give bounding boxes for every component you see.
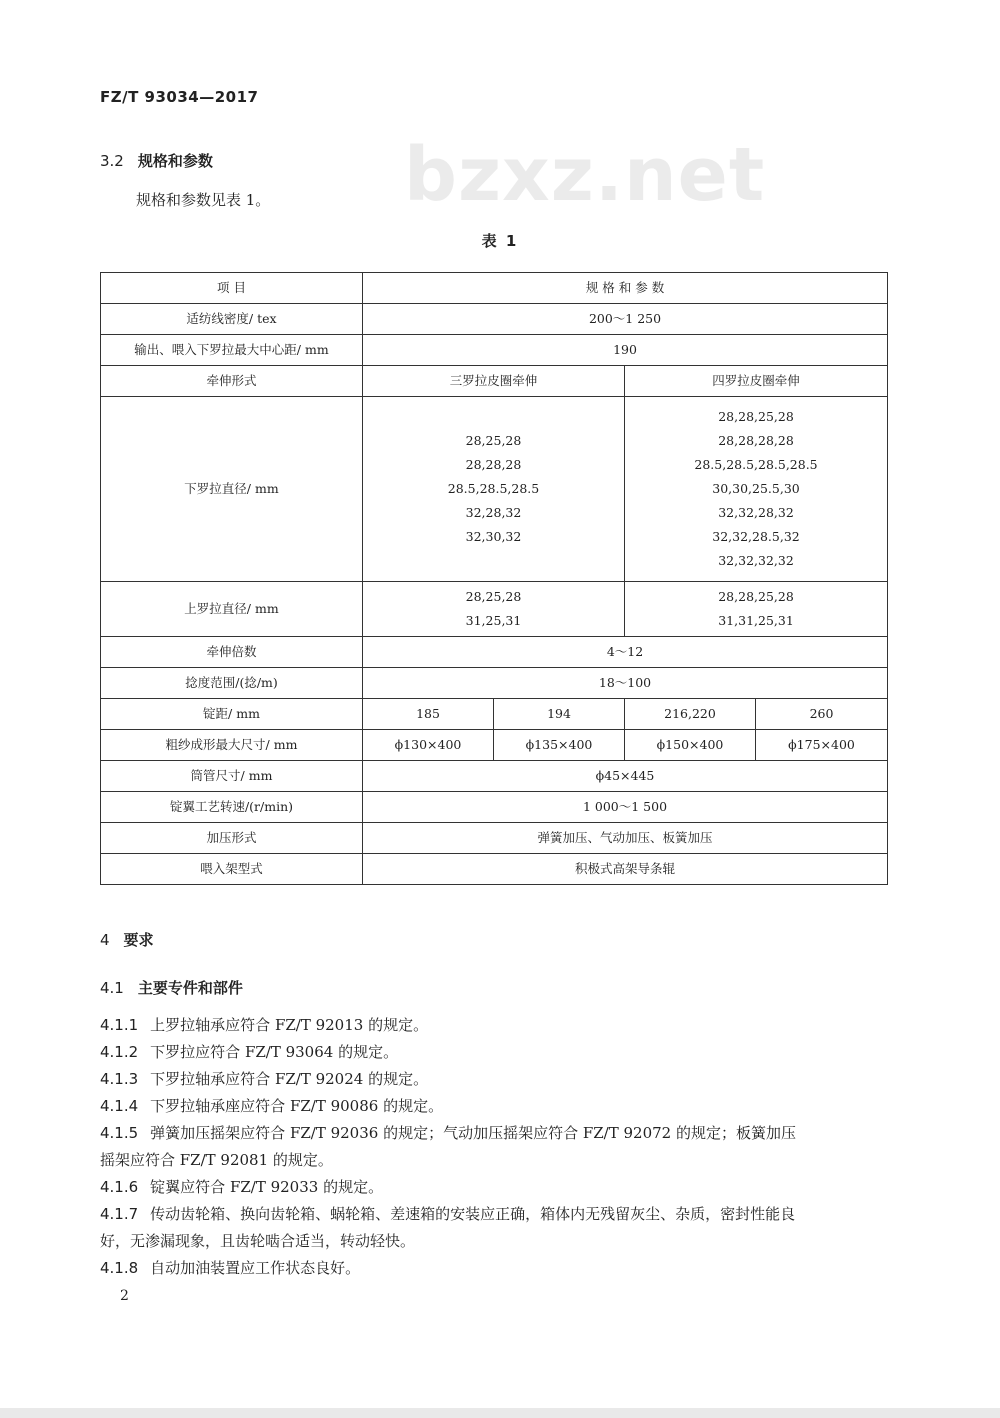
cell-line: 28,28,25,28 [718, 589, 794, 604]
table-row [101, 823, 888, 854]
clause-text: 锭翼应符合 FZ/T 92033 的规定。 [150, 1178, 384, 1196]
table-header-row [101, 273, 888, 304]
page-number: 2 [120, 1288, 129, 1304]
table-cell: 项 目 [101, 273, 363, 304]
clause-number: 4.1.4 [100, 1097, 139, 1115]
clause-number: 4.1.6 [100, 1178, 139, 1196]
watermark: bzxz.net [404, 132, 766, 218]
table-cell: 四罗拉皮圈牵伸 [625, 366, 888, 397]
table-cell: 三罗拉皮圈牵伸 [363, 366, 625, 397]
table-cell: ϕ135×400 [494, 730, 625, 761]
cell-line: 28,28,28,28 [718, 433, 794, 448]
clause-text: 弹簧加压摇架应符合 FZ/T 92036 的规定；气动加压摇架应符合 FZ/T 92072 的规定；板簧加压 [150, 1124, 796, 1142]
section-3-2-body: 规格和参数见表 1。 [136, 191, 271, 209]
section-title: 要求 [123, 931, 154, 949]
clause-text: 自动加油装置应工作状态良好。 [150, 1259, 361, 1277]
table-cell: 弹簧加压、气动加压、板簧加压 [363, 823, 888, 854]
table-row [101, 582, 888, 637]
cell-line: 28,25,28 [465, 589, 522, 604]
table-cell [625, 582, 888, 637]
section-4-heading [100, 929, 154, 950]
cell-line: 28,28,25,28 [718, 409, 794, 424]
requirement-4-1-7 [100, 1201, 795, 1228]
requirement-4-1-1 [100, 1012, 428, 1039]
table-row [101, 304, 888, 335]
table-cell: 185 [363, 699, 494, 730]
table-row [101, 792, 888, 823]
standard-code: FZ/T 93034—2017 [100, 88, 259, 106]
table-row [101, 637, 888, 668]
cell-line: 28.5,28.5,28.5,28.5 [694, 457, 818, 472]
table-cell: 1 000～1 500 [363, 792, 888, 823]
table-cell: 筒管尺寸/ mm [101, 761, 363, 792]
table-cell: 4～12 [363, 637, 888, 668]
cell-line: 28,25,28 [465, 433, 522, 448]
section-number: 3.2 [100, 152, 124, 170]
clause-text: 下罗拉轴承座应符合 FZ/T 90086 的规定。 [150, 1097, 444, 1115]
requirement-4-1-5-cont: 摇架应符合 FZ/T 92081 的规定。 [100, 1151, 333, 1169]
cell-line: 32,32,32,32 [718, 553, 794, 568]
table-cell: 牵伸形式 [101, 366, 363, 397]
table-cell: 260 [756, 699, 888, 730]
table-row [101, 730, 888, 761]
clause-number: 4.1.1 [100, 1016, 139, 1034]
section-4-1-heading [100, 977, 243, 998]
requirement-4-1-5 [100, 1120, 796, 1147]
requirement-4-1-6 [100, 1174, 383, 1201]
table-row [101, 854, 888, 885]
spec-table [100, 272, 888, 885]
table-cell: 上罗拉直径/ mm [101, 582, 363, 637]
table-row [101, 699, 888, 730]
section-title: 主要专件和部件 [137, 979, 243, 997]
section-number: 4.1 [100, 979, 124, 997]
page-bottom-edge [0, 1408, 1000, 1418]
table-cell: 牵伸倍数 [101, 637, 363, 668]
table-cell: 规 格 和 参 数 [363, 273, 888, 304]
table-cell [625, 397, 888, 582]
table-cell: 194 [494, 699, 625, 730]
clause-text: 下罗拉应符合 FZ/T 93064 的规定。 [150, 1043, 399, 1061]
table-cell: 下罗拉直径/ mm [101, 397, 363, 582]
table-cell: 输出、喂入下罗拉最大中心距/ mm [101, 335, 363, 366]
table-cell: ϕ45×445 [363, 761, 888, 792]
table-cell: 锭距/ mm [101, 699, 363, 730]
clause-text: 传动齿轮箱、换向齿轮箱、蜗轮箱、差速箱的安装应正确，箱体内无残留灰尘、杂质，密封性能良 [150, 1205, 796, 1223]
table-caption: 表 1 [481, 232, 519, 250]
cell-line: 30,30,25.5,30 [712, 481, 800, 496]
requirement-4-1-7-cont: 好，无渗漏现象，且齿轮啮合适当，转动轻快。 [100, 1232, 416, 1250]
table-row [101, 761, 888, 792]
table-cell: 喂入架型式 [101, 854, 363, 885]
clause-number: 4.1.5 [100, 1124, 139, 1142]
table-cell [363, 397, 625, 582]
cell-line: 32,32,28,32 [718, 505, 794, 520]
clause-number: 4.1.2 [100, 1043, 139, 1061]
table-row [101, 668, 888, 699]
table-cell: 200～1 250 [363, 304, 888, 335]
table-cell: 190 [363, 335, 888, 366]
cell-line: 28.5,28.5,28.5 [447, 481, 540, 496]
cell-line: 31,31,25,31 [718, 613, 794, 628]
cell-line: 28,28,28 [465, 457, 522, 472]
cell-line: 32,30,32 [465, 529, 522, 544]
cell-line: 32,28,32 [465, 505, 522, 520]
table-cell: ϕ150×400 [625, 730, 756, 761]
requirement-4-1-3 [100, 1066, 428, 1093]
requirement-4-1-4 [100, 1093, 443, 1120]
table-cell: 锭翼工艺转速/(r/min) [101, 792, 363, 823]
table-cell: 18～100 [363, 668, 888, 699]
clause-number: 4.1.8 [100, 1259, 139, 1277]
section-3-2-heading [100, 150, 213, 171]
table-row [101, 335, 888, 366]
table-cell: 216,220 [625, 699, 756, 730]
table-cell: 加压形式 [101, 823, 363, 854]
table-cell [363, 582, 625, 637]
table-cell: 适纺线密度/ tex [101, 304, 363, 335]
table-cell: ϕ175×400 [756, 730, 888, 761]
requirement-4-1-2 [100, 1039, 398, 1066]
table-row [101, 366, 888, 397]
table-cell: 捻度范围/(捻/m) [101, 668, 363, 699]
table-row [101, 397, 888, 582]
cell-line: 32,32,28.5,32 [712, 529, 800, 544]
clause-number: 4.1.3 [100, 1070, 139, 1088]
table-cell: ϕ130×400 [363, 730, 494, 761]
section-title: 规格和参数 [137, 152, 213, 170]
clause-number: 4.1.7 [100, 1205, 139, 1223]
cell-line: 31,25,31 [465, 613, 522, 628]
clause-text: 下罗拉轴承应符合 FZ/T 92024 的规定。 [150, 1070, 429, 1088]
clause-text: 上罗拉轴承应符合 FZ/T 92013 的规定。 [150, 1016, 429, 1034]
table-cell: 粗纱成形最大尺寸/ mm [101, 730, 363, 761]
table-cell: 积极式高架导条辊 [363, 854, 888, 885]
section-number: 4 [100, 931, 110, 949]
requirement-4-1-8 [100, 1255, 360, 1282]
